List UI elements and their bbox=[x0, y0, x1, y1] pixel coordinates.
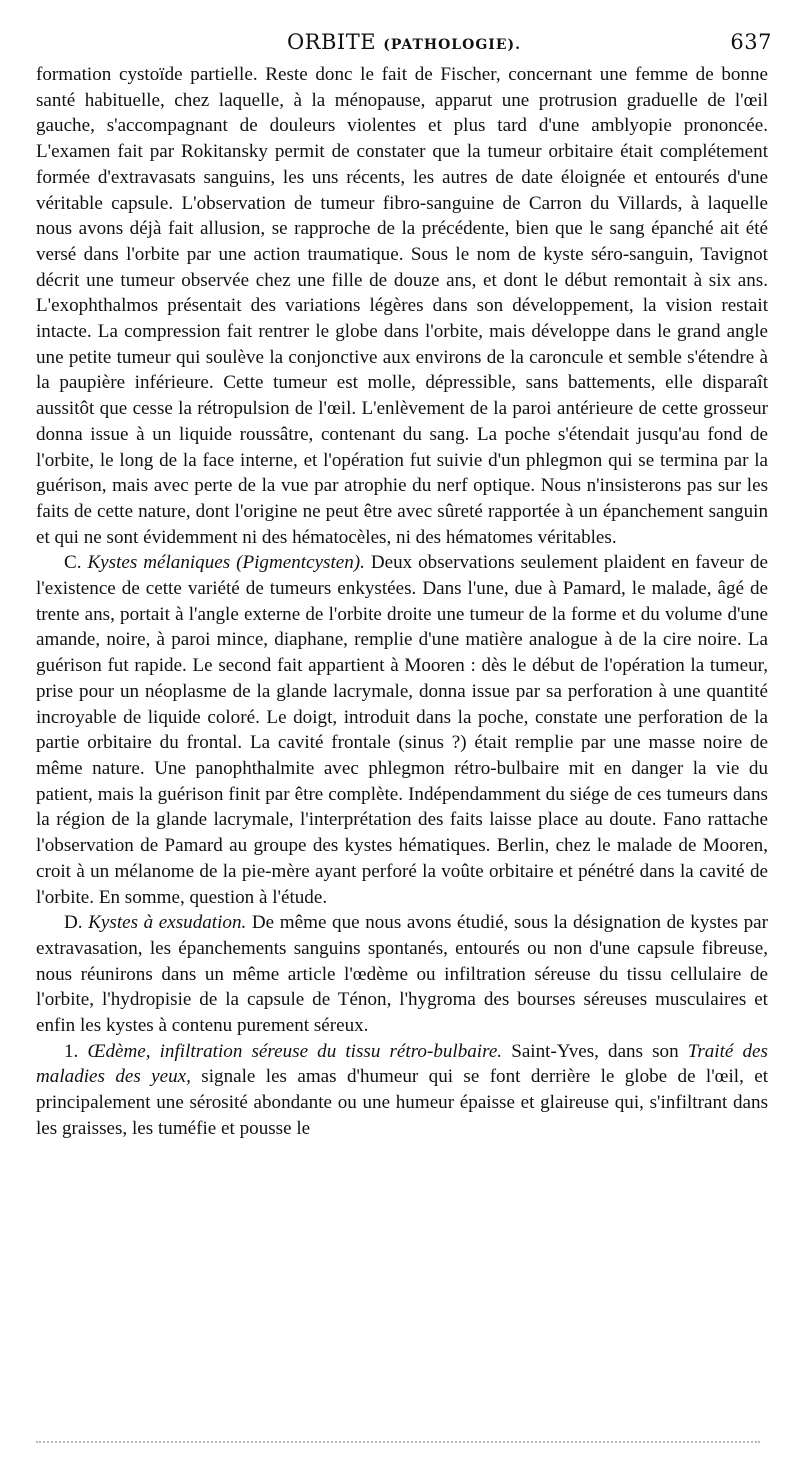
paragraph-text: signale les amas d'humeur qui se font derrière le globe de l'œil, et principalement une sérosité abondante ou une humeur épaisse et glaireuse qui, s'infiltrant dans les graisses, les tuméfie et pousse le bbox=[36, 1066, 768, 1139]
paragraph-text: De même que nous avons étudié, sous la désignation de kystes par extravasation, les épanchements sanguins spontanés, entourés ou non d'une capsule fibreuse, nous réunirons dans un même article l'œdème ou infiltration séreuse du tissu cellulaire de l'orbite, l'hydropisie de la capsule de Ténon, l'hygroma des bourses séreuses musculaires et enfin les kystes à contenu purement séreux. bbox=[36, 912, 768, 1037]
paragraph-text: Deux observations seulement plaident en faveur de l'existence de cette variété de tumeurs enkystées. Dans l'une, due à Pamard, le malade, âgé de trente ans, portait à l'angle externe de l'orbite droite une tumeur de la forme et du volume d'une amande, noire, à paroi mince, diaphane, remplie d'une matière analogue à de la cire noire. La guérison fut rapide. Le second fait appartient à Mooren : dès le début de l'opération la tumeur, prise pour un néoplasme de la glande lacrymale, donna issue par sa perforation à une quantité incroyable de liquide coloré. Le doigt, introduit dans la poche, constate une perforation de la partie orbitaire du frontal. La cavité frontale (sinus ?) était remplie par une masse noire de même nature. Une panophthalmite avec phlegmon rétro-bulbaire mit en danger la vie du patient, mais la guérison finit par être complète. Indépendamment du siége de ces tumeurs dans la région de la glande lacrymale, l'interprétation des faits laisse place au doute. Fano rattache l'observation de Pamard au groupe des kystes hématiques. Berlin, chez le malade de Mooren, croit à un mélanome de la pie-mère ayant perforé la voûte orbitaire et pénétré dans la cavité de l'orbite. En somme, question à l'étude. bbox=[36, 552, 768, 908]
section-heading: Œdème, infiltration séreuse du tissu rétro-bulbaire. bbox=[87, 1040, 503, 1062]
section-heading: Kystes mélaniques bbox=[87, 552, 231, 574]
running-header bbox=[36, 30, 772, 58]
section-heading: Kystes à exsudation. bbox=[88, 912, 247, 934]
section-label: C. bbox=[64, 552, 82, 574]
running-title bbox=[36, 30, 772, 54]
paragraph-text: Saint-Yves, dans son bbox=[511, 1040, 679, 1062]
page-number: 637 bbox=[730, 30, 772, 54]
section-label: 1. bbox=[64, 1040, 79, 1062]
section-heading-paren: (Pigmentcysten). bbox=[236, 552, 365, 574]
body-text bbox=[36, 62, 768, 1142]
section-label: D. bbox=[64, 912, 83, 934]
title-main: ORBITE bbox=[286, 30, 377, 54]
book-title: Traité des maladies des yeux, bbox=[36, 1040, 768, 1088]
title-subtitle: (PATHOLOGIE). bbox=[383, 37, 522, 53]
paragraph-kystes-melaniques bbox=[36, 550, 768, 910]
paragraph-continuation: formation cystoïde partielle. Reste donc le fait de Fischer, concernant une femme de bonne santé habituelle, chez laquelle, à la ménopause, apparut une protrusion graduelle de l'œil gauche, s'accompagnant de douleurs violentes et plus tard d'une amblyopie prononcée. L'examen fait par Rokitansky permit de constater que la tumeur orbitaire était complétement formée d'extravasats sanguins, les uns récents, les autres de date éloignée et entourés d'une véritable capsule. L'observation de tumeur fibro-sanguine de Carron du Villards, à laquelle nous avons déjà fait allusion, se rapproche de la précédente, bien que le sang épanché ait été versé dans l'orbite par une action traumatique. Sous le nom de kyste séro-sanguin, Tavignot décrit une tumeur observée chez une fille de douze ans, et dont le début remontait à six ans. L'exophthalmos présentait des variations légères dans son développement, la vision restait intacte. La compression fait rentrer le globe dans l'orbite, mais développe dans le grand angle une petite tumeur qui soulève la conjonctive aux environs de la caroncule et semble s'étendre à la paupière inférieure. Cette tumeur est molle, dépressible, sans battements, elle disparaît aussitôt que cesse la rétropulsion de l'œil. L'enlèvement de la paroi antérieure de cette grosseur donna issue à un liquide roussâtre, contenant du sang. La poche s'étendait jusqu'au fond de l'orbite, le long de la face interne, et l'opération fut suivie d'un phlegmon qui se termina par la guérison, mais avec perte de la vue par atrophie du nerf optique. Nous n'insisterons pas sur les faits de cette nature, dont l'origine ne peut être avec sûreté rapportée à un épanchement sanguin et qui ne sont évidemment ni des hématocèles, ni des hématomes véritables. bbox=[36, 64, 768, 548]
paragraph-kystes-exsudation bbox=[36, 910, 768, 1039]
paragraph-oedeme bbox=[36, 1039, 768, 1142]
bottom-rule bbox=[36, 1441, 760, 1447]
